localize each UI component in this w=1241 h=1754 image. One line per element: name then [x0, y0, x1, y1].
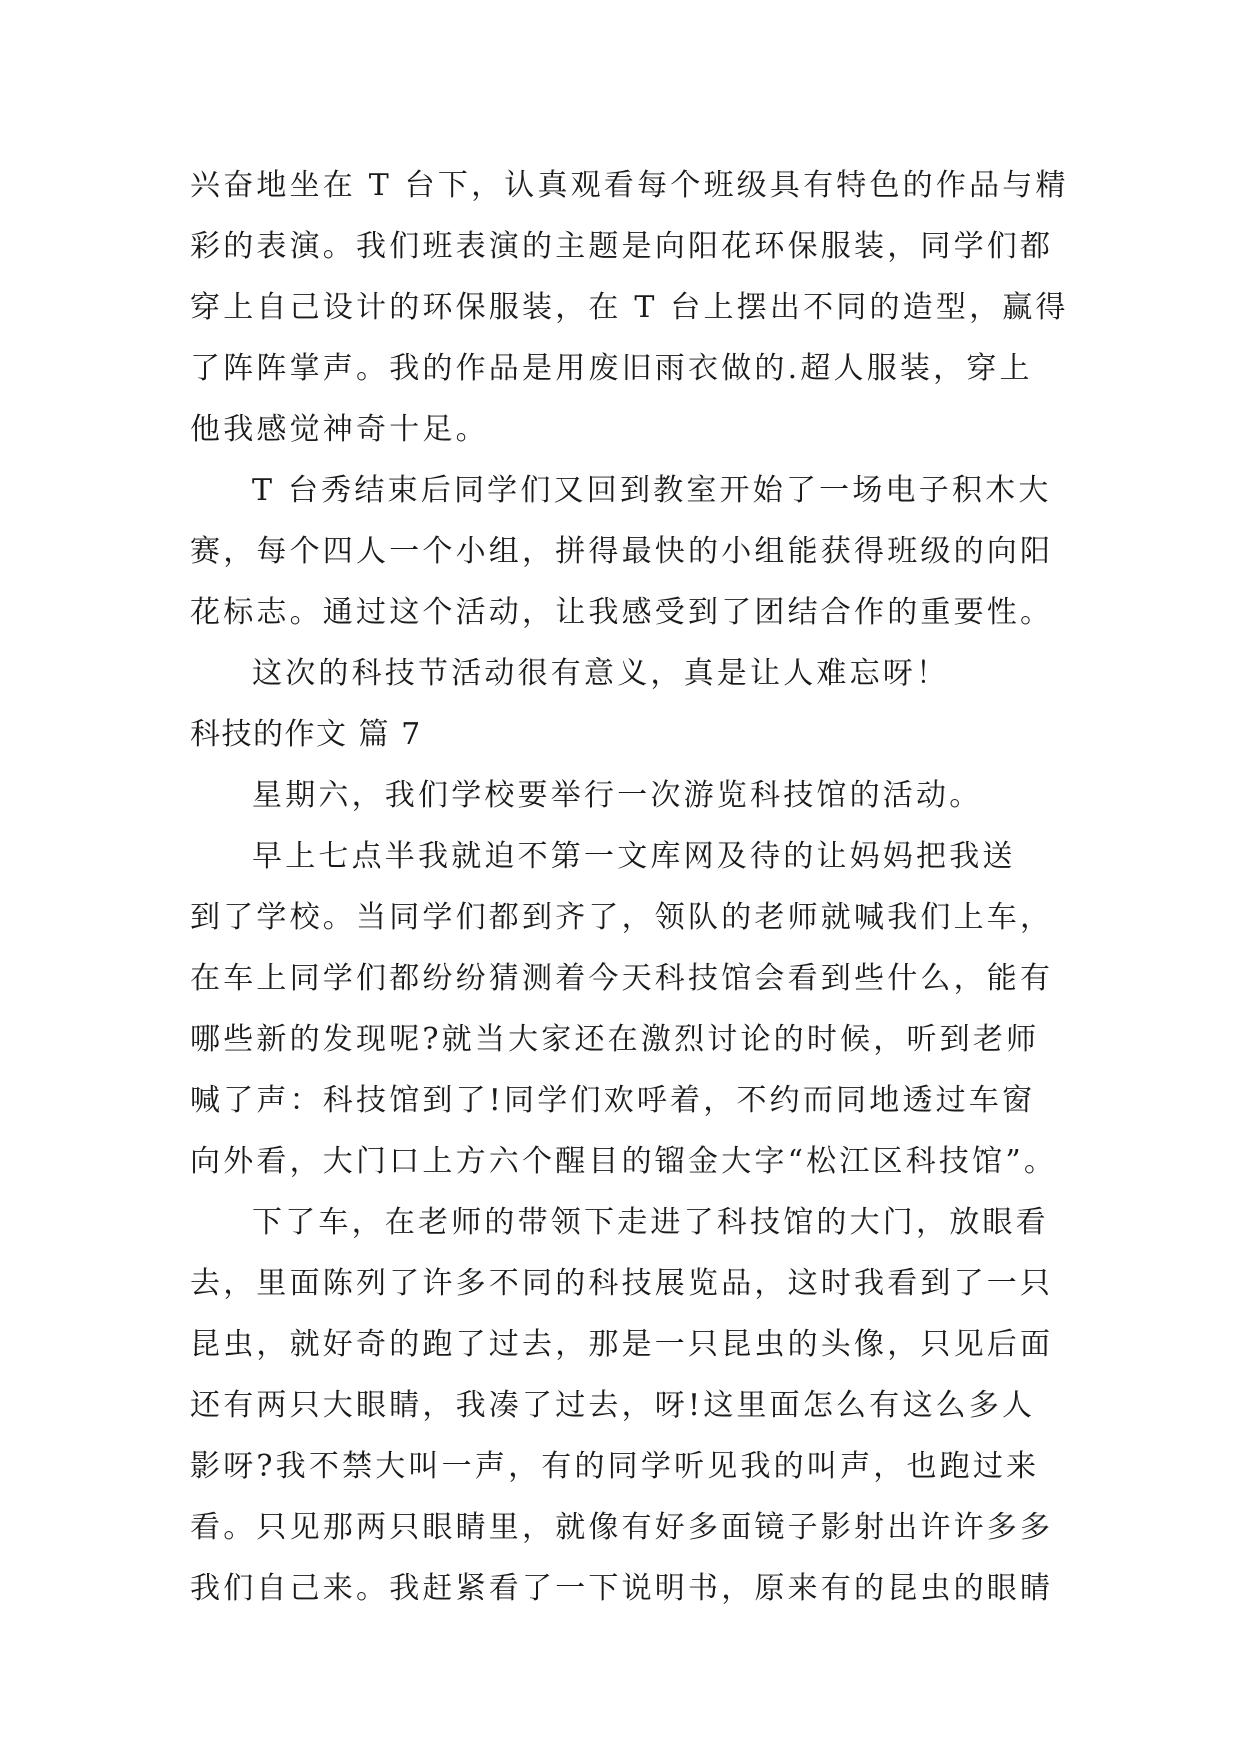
text-line: 我们自己来。我赶紧看了一下说明书，原来有的昆虫的眼睛: [190, 1571, 1054, 1606]
text-line: 昆虫，就好奇的跑了过去，那是一只昆虫的头像，只见后面: [190, 1327, 1054, 1362]
paragraph-start-line: 早上七点半我就迫不第一文库网及待的让妈妈把我送: [252, 839, 1016, 874]
text-line: 兴奋地坐在 T 台下，认真观看每个班级具有特色的作品与精: [190, 168, 1069, 203]
text-line: 去，里面陈列了许多不同的科技展览品，这时我看到了一只: [190, 1266, 1054, 1301]
text-line: 哪些新的发现呢?就当大家还在激烈讨论的时候，听到老师: [190, 1022, 1040, 1057]
text-line: 还有两只大眼睛，我凑了过去，呀!这里面怎么有这么多人: [190, 1388, 1036, 1423]
text-line: 到了学校。当同学们都到齐了，领队的老师就喊我们上车，: [190, 900, 1054, 935]
text-line: 赛，每个四人一个小组，拼得最快的小组能获得班级的向阳: [190, 534, 1054, 569]
paragraph-start-line: 下了车，在老师的带领下走进了科技馆的大门，放眼看: [252, 1205, 1049, 1240]
text-line: 在车上同学们都纷纷猜测着今天科技馆会看到些什么，能有: [190, 961, 1054, 996]
text-line: 看。只见那两只眼睛里，就像有好多面镜子影射出许许多多: [190, 1510, 1054, 1545]
text-line: 向外看，大门口上方六个醒目的镏金大字“松江区科技馆”。: [190, 1144, 1058, 1179]
section-heading: 科技的作文 篇 7: [190, 717, 422, 752]
text-line: 了阵阵掌声。我的作品是用废旧雨衣做的.超人服装，穿上: [190, 351, 1033, 386]
paragraph-start-line: 这次的科技节活动很有意义，真是让人难忘呀！: [252, 656, 950, 691]
text-line: 彩的表演。我们班表演的主题是向阳花环保服装，同学们都: [190, 229, 1054, 264]
paragraph-start-line: T 台秀结束后同学们又回到教室开始了一场电子积木大: [252, 473, 1052, 508]
text-line: 他我感觉神奇十足。: [190, 412, 489, 447]
text-line: 喊了声：科技馆到了!同学们欢呼着，不约而同地透过车窗: [190, 1083, 1036, 1118]
essay-body: [190, 155, 1070, 1619]
paragraph-start-line: 星期六，我们学校要举行一次游览科技馆的活动。: [252, 778, 983, 813]
text-line: 穿上自己设计的环保服装，在 T 台上摆出不同的造型，赢得: [190, 290, 1069, 325]
text-line: 影呀?我不禁大叫一声，有的同学听见我的叫声，也跑过来: [190, 1449, 1040, 1484]
text-line: 花标志。通过这个活动，让我感受到了团结合作的重要性。: [190, 595, 1054, 630]
